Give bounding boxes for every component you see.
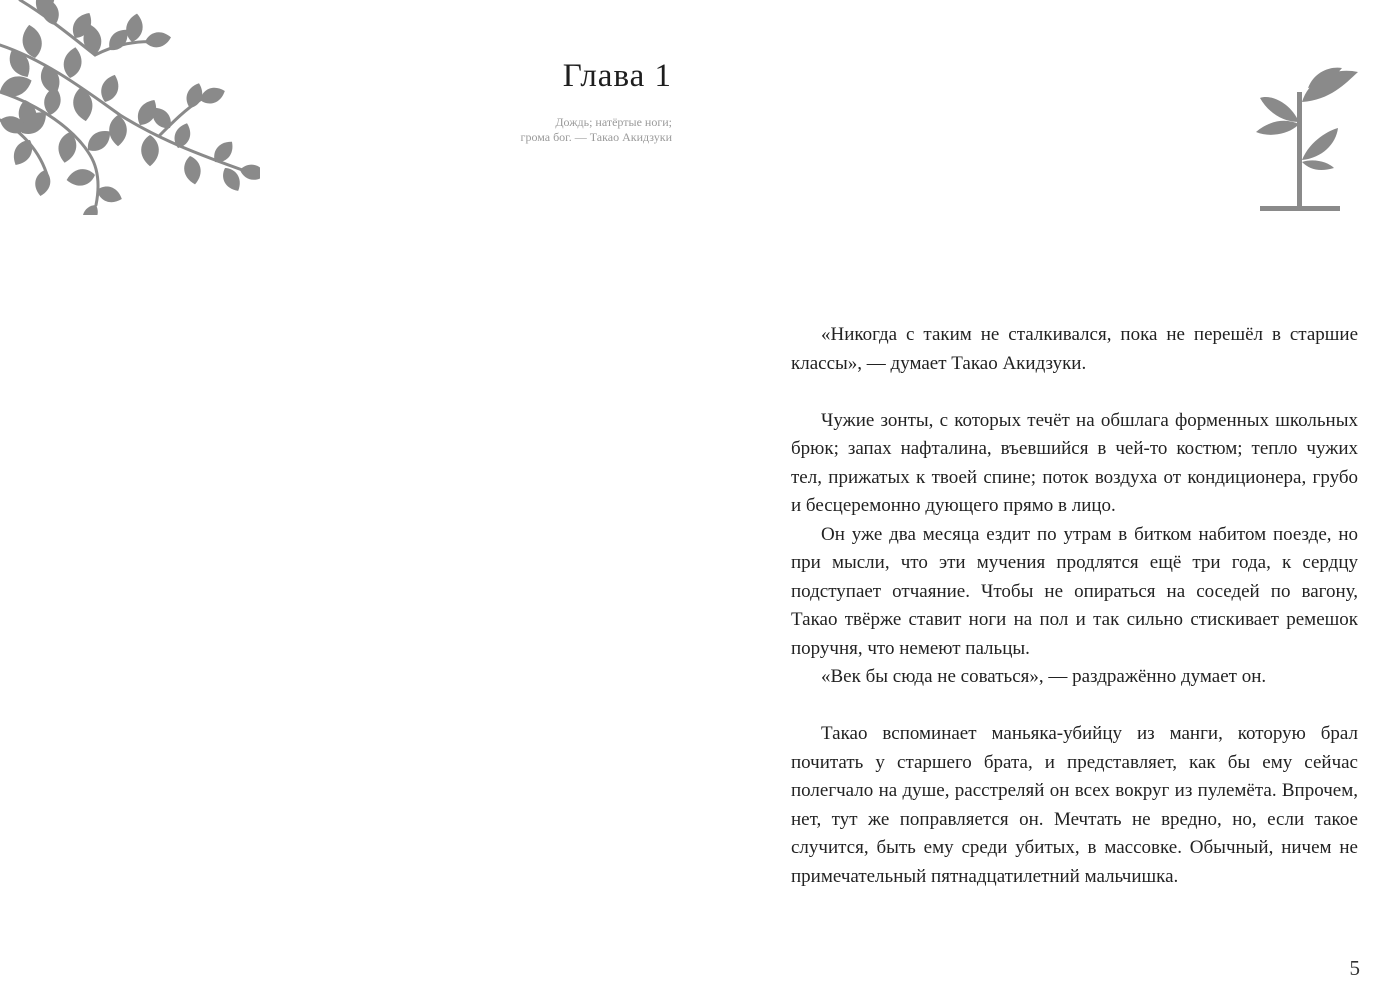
- sprout-illustration: [1250, 62, 1365, 217]
- section-gap: [791, 692, 1358, 721]
- leafy-branch-illustration: [0, 0, 260, 215]
- chapter-title: Глава 1: [562, 58, 672, 94]
- paragraph: Он уже два месяца ездит по утрам в битком набитом поезде, но при мысли, что эти мучения продлятся ещё три года, к сердцу подступает отчаяние. Чтобы не опираться на соседей по вагону, Такао твёрже ставит ноги на пол и так сильно стискивает ремешок поручня, что немеют пальцы.: [791, 523, 1358, 659]
- paragraph: Такао вспоминает маньяка-убийцу из манги, которую брал почитать у старшего брата, и представляет, как бы ему сейчас полегчало на душе, расстреляй он всех вокруг из пулемёта. Впрочем, нет, тут же поправляется он. Мечтать не вредно, но, если такое случится, быть ему среди убитых, в массовке. Обычный, ничем не примечательный пятнадцатилетний мальчишка.: [791, 723, 1358, 887]
- paragraph: «Век бы сюда не соваться», — раздражённо думает он.: [821, 666, 1267, 687]
- page-number: 5: [1349, 956, 1360, 980]
- epigraph-line: Дождь; натёртые ноги;: [555, 115, 672, 129]
- section-gap: [791, 378, 1358, 407]
- paragraph: «Никогда с таким не сталкивался, пока не перешёл в старшие классы», — думает Такао Акидзуки.: [791, 324, 1358, 374]
- epigraph-line: грома бог. — Такао Акидзуки: [520, 130, 672, 144]
- body-text: [791, 321, 1358, 891]
- paragraph: Чужие зонты, с которых течёт на обшлага форменных школьных брюк; запах нафталина, въевшийся в чей-то костюм; тепло чужих тел, прижатых к твоей спине; поток воздуха от кондиционера, грубо и бесцеремонно дующего прямо в лицо.: [791, 409, 1358, 516]
- epigraph: [420, 115, 672, 145]
